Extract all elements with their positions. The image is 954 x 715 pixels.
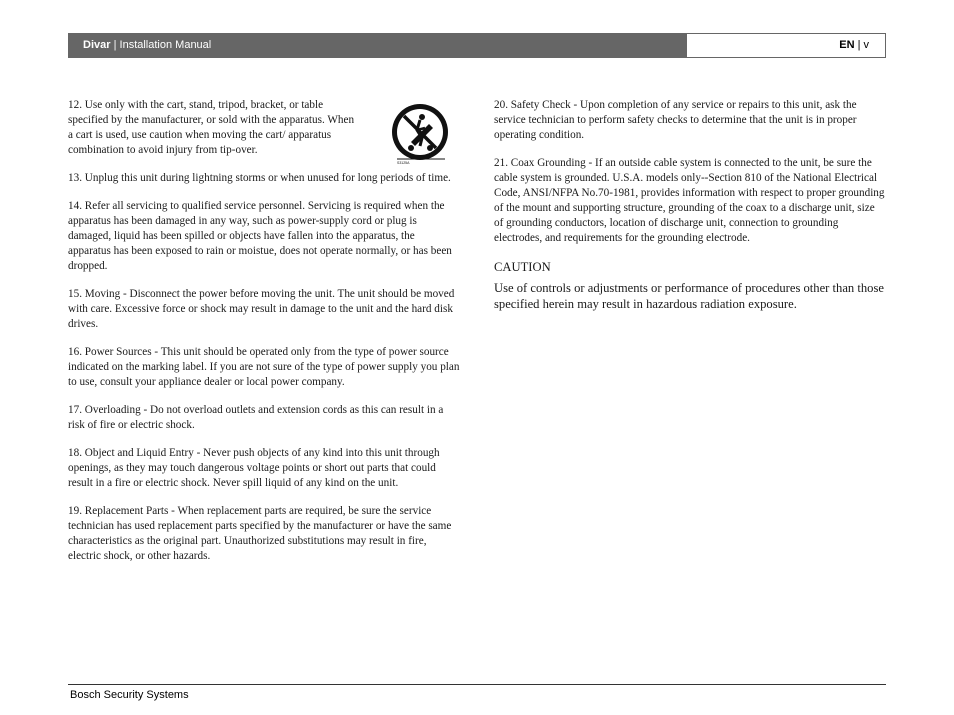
- safety-item-17: 17. Overloading - Do not overload outlets and extension cords as this can result in a risk of fire or electric shock.: [68, 404, 444, 431]
- safety-item-14: 14. Refer all servicing to qualified service personnel. Servicing is required when the apparatus has been damaged in any way, such as power-supply cord or plug is damaged, liquid has been spilled or objects have fallen into the apparatus, the apparatus has been exposed to rain or moistue, does not operate normally, or has been dropped.: [68, 200, 452, 272]
- safety-item-19: 19. Replacement Parts - When replacement parts are required, be sure the service technician has used replacement parts specified by the manufacturer or have the same characteristics as the original part. Unauthorized substitutions may result in fire, electric shock, or other hazards.: [68, 505, 452, 562]
- safety-item-16: 16. Power Sources - This unit should be operated only from the type of power source indicated on the marking label. If you are not sure of the type of power supply you plan to use, consult your appliance dealer or local power company.: [68, 346, 460, 388]
- caution-text: Use of controls or adjustments or performance of procedures other than those specified herein may result in hazardous radiation exposure.: [494, 281, 884, 311]
- header-page-box: [686, 33, 886, 58]
- footer-company: Bosch Security Systems: [70, 689, 189, 701]
- header-lang: EN: [839, 39, 855, 51]
- safety-item-15: 15. Moving - Disconnect the power before moving the unit. The unit should be moved with care. Excessive force or shock may result in damage to the unit and the hard disk drives.: [68, 288, 455, 330]
- header-page-separator: |: [854, 39, 864, 51]
- header-manual: Installation Manual: [119, 39, 212, 51]
- header-product: Divar: [83, 39, 111, 51]
- page-header: [68, 33, 886, 58]
- footer-divider: [68, 684, 886, 685]
- header-title-bar: [68, 33, 686, 58]
- safety-item-13: 13. Unplug this unit during lightning storms or when unused for long periods of time.: [68, 172, 451, 184]
- right-column: [494, 98, 886, 325]
- safety-item-21: 21. Coax Grounding - If an outside cable system is connected to the unit, be sure the cable system is grounded. U.S.A. models only--Section 810 of the National Electrical Code, ANSI/NFPA No.70-1981, provides information with respect to proper grounding of the mount and supporting structure, grounding of the coax to a discharge unit, size of grounding conductors, location of discharge unit, connection to grounding electrodes, and requirements for the grounding electrode.: [494, 157, 885, 244]
- cart-warning-code: S3125A: [397, 161, 410, 164]
- header-page-number: v: [863, 39, 869, 51]
- safety-item-18: 18. Object and Liquid Entry - Never push objects of any kind into this unit through openings, as they may touch dangerous voltage points or short out parts that could result in a fire or electric shock. Never spill liquid of any kind on the unit.: [68, 447, 440, 489]
- caution-heading: CAUTION: [494, 260, 551, 274]
- header-separator: |: [110, 39, 120, 51]
- safety-item-20: 20. Safety Check - Upon completion of any service or repairs to this unit, ask the service technician to perform safety checks to determine that the unit is in proper operating condition.: [494, 99, 857, 141]
- safety-item-12: 12. Use only with the cart, stand, tripod, bracket, or table specified by the manufacturer, or sold with the apparatus. When a cart is used, use caution when moving the cart/ apparatus combination to avoid injury from tip-over.: [68, 99, 355, 156]
- left-column: [68, 98, 460, 577]
